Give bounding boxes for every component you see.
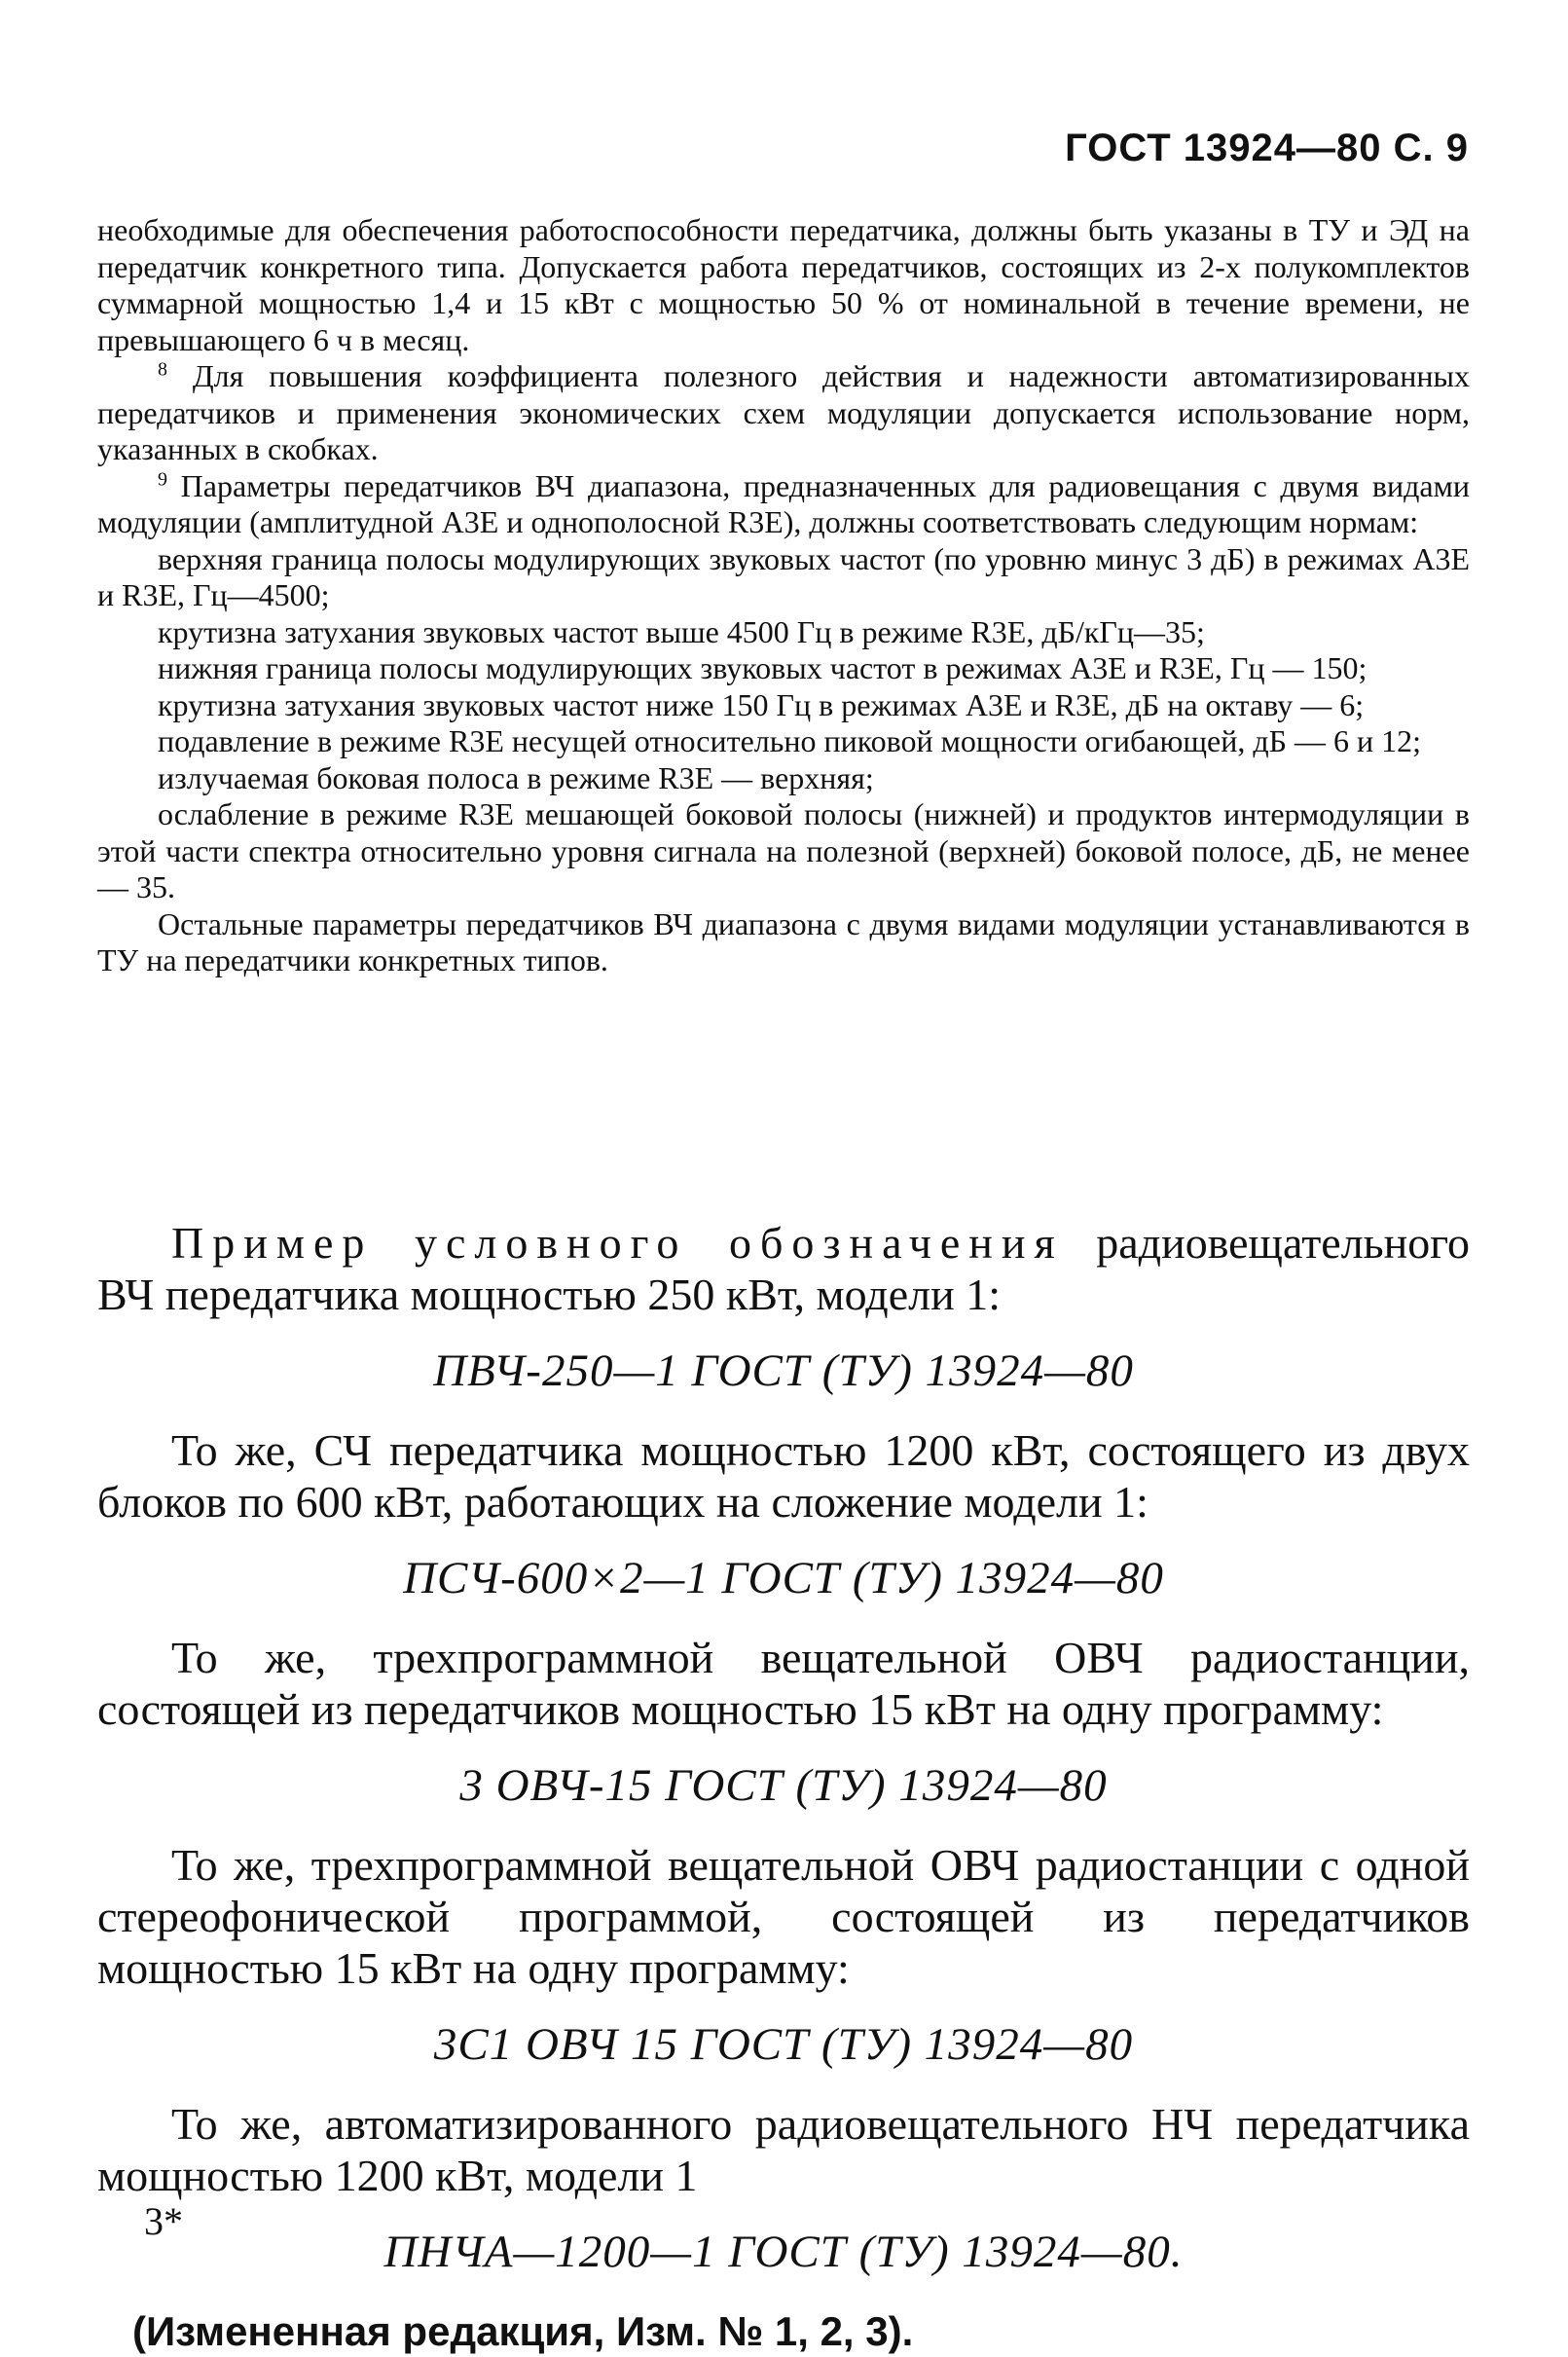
footnote-8-number: 8 — [158, 358, 167, 381]
footnote-9-item: верхняя граница полосы модулирующих звуковых частот (по уровню минус 3 дБ) в режимах А3Е и R3E, Гц—4500; — [97, 540, 1470, 612]
footnote-9-item: нижняя граница полосы модулирующих звуковых частот в режимах А3Е и R3E, Гц — 150; — [158, 650, 1367, 685]
example-intro — [97, 1217, 1470, 1320]
footnote-9-item: крутизна затухания звуковых частот выше 4500 Гц в режиме R3E, дБ/кГц—35; — [158, 613, 1205, 649]
amendment-note: (Измененная редакция, Изм. № 1, 2, 3). — [132, 2308, 914, 2354]
example-text: То же, автоматизированного радиовещательного НЧ передатчика мощностью 1200 кВт, модели 1 — [97, 2099, 1470, 2200]
footnote-9 — [97, 468, 1470, 541]
page-header: ГОСТ 13924—80 С. 9 — [1065, 127, 1469, 169]
footnote-8-text: Для повышения коэффициента полезного действия и надежности автоматизированных передатчиков и применения экономических схем модуляции допускается использование норм, указанных в скобках. — [97, 358, 1471, 466]
designation-code: 3С1 ОВЧ 15 ГОСТ (ТУ) 13924—80 — [433, 2019, 1134, 2070]
designation-examples — [97, 1217, 1470, 2357]
footnote-9-item: крутизна затухания звуковых частот ниже 150 Гц в режимах А3Е и R3E, дБ на октаву — 6; — [158, 686, 1365, 722]
footnote-9-item: подавление в режиме R3E несущей относительно пиковой мощности огибающей, дБ — 6 и 12; — [158, 723, 1422, 758]
example-intro-text: радиовещательного ВЧ передатчика мощностью 250 кВт, модели 1: — [97, 1218, 1470, 1319]
example-text: То же, трехпрограммной вещательной ОВЧ радиостанции с одной стереофонической программой, состоящей из передатчиков мощностью 15 кВт на одну программу: — [97, 1840, 1470, 1993]
footnotes-block — [97, 212, 1470, 979]
footnote-9-item: ослабление в режиме R3E мешающей боковой полосы (нижней) и продуктов интермодуляции в этой части спектра относительно уровня сигнала на полезной (верхней) боковой полосе, дБ, не менее — 35. — [97, 796, 1470, 904]
footnote-8 — [97, 358, 1470, 468]
designation-code: ПВЧ-250—1 ГОСТ (ТУ) 13924—80 — [433, 1345, 1134, 1396]
footnote-9-item: излучаемая боковая полоса в режиме R3E — верхняя; — [158, 759, 874, 795]
footnote-continuation: необходимые для обеспечения работоспособности передатчика, должны быть указаны в ТУ и ЭД на передатчик конкретного типа. Допускается работа передатчиков, состоящих из 2-х полукомплектов суммарной мощностью 1,4 и 15 кВт с мощностью 50 % от номинальной в течение времени, не превышающего 6 ч в месяц. — [97, 212, 1470, 357]
designation-code: ПСЧ-600×2—1 ГОСТ (ТУ) 13924—80 — [403, 1553, 1164, 1603]
example-text: То же, трехпрограммной вещательной ОВЧ радиостанции, состоящей из передатчиков мощностью 15 кВт на одну программу: — [97, 1633, 1470, 1734]
footnote-9-number: 9 — [158, 467, 167, 490]
designation-code: ПНЧА—1200—1 ГОСТ (ТУ) 13924—80. — [383, 2227, 1184, 2277]
designation-code: 3 ОВЧ-15 ГОСТ (ТУ) 13924—80 — [459, 1760, 1108, 1811]
example-heading: Пример условного обозначения — [171, 1218, 1064, 1268]
page-signature-mark: 3* — [144, 2199, 183, 2243]
footnote-9-closing: Остальные параметры передатчиков ВЧ диапазона с двумя видами модуляции устанавливаются в ТУ на передатчики конкретных типов. — [97, 905, 1470, 977]
footnote-9-text: Параметры передатчиков ВЧ диапазона, предназначенных для радиовещания с двумя видами модуляции (амплитудной А3Е и однополосной R3E), должны соответствовать следующим нормам: — [97, 467, 1470, 539]
example-text: То же, СЧ передатчика мощностью 1200 кВт, состоящего из двух блоков по 600 кВт, работающих на сложение модели 1: — [97, 1425, 1470, 1527]
